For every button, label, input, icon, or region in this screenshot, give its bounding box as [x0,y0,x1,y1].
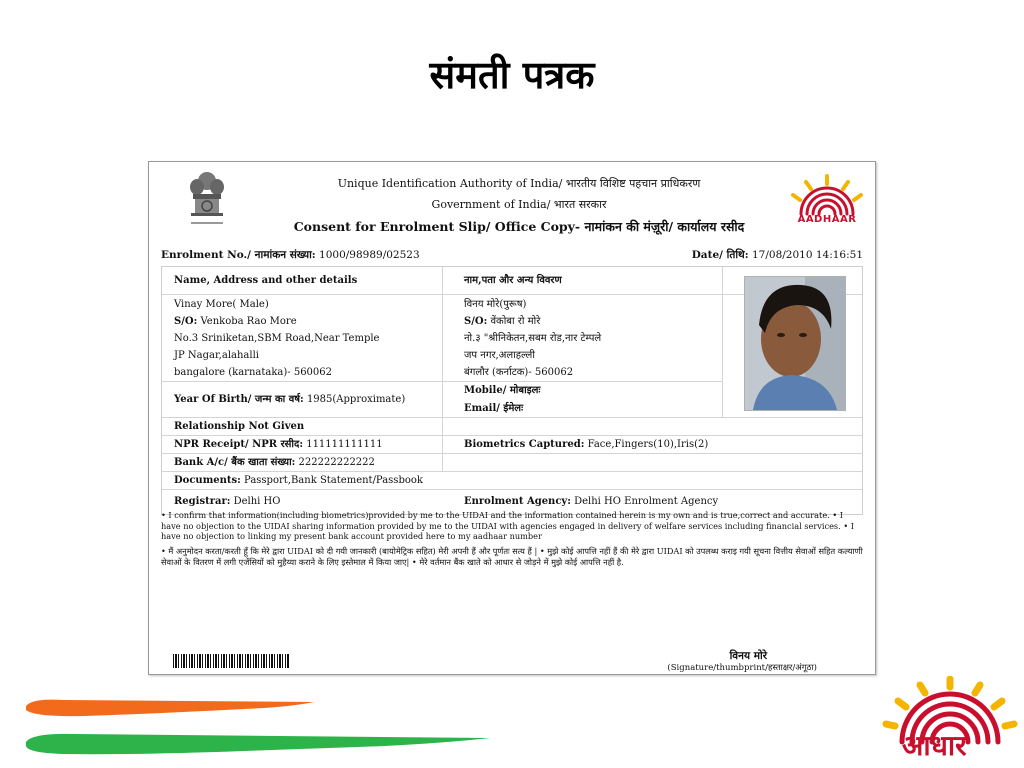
address-line2-hi: जप नगर,अलाहल्ली [464,350,535,361]
details-heading-en: Name, Address and other details [174,275,358,286]
biometrics-value: Face,Fingers(10),Iris(2) [587,439,709,450]
header-authority: Unique Identification Authority of India/ भारतीय विशिष्ट पहचान प्राधिकरण [337,177,701,190]
address-line1-hi: नो.३ "श्रीनिकेतन,सबम रोड,नार टेम्पले [464,333,602,344]
header-government: Government of India/ भारत सरकार [431,198,607,211]
so-value-en: Venkoba Rao More [200,316,297,327]
documents [174,472,423,489]
registrar [174,493,280,510]
date-label: Date/ तिथि: [691,249,749,261]
consent-text-hi: • मैं अनुमोदन करता/करती हूँ कि मेरे द्वारा UIDAI को दी गयी जानकारी (बायोमेट्रिक सहित) मेरी अपनी हैं और पूर्णतः सत्य हैं | • मुझे कोई आपत्ति नहीं हैं की मेरे द्वारा UIDAI को उपलब्ध कराइ गयी सूचना वित्तीय सेवाओं सहित कल्याणी सेवाओं के वितरण में लगी एजेंसियों को मुहैय्या कराने के लिए इस्तेमाल में किया जाए| • मेरे वर्तमान बैंक खाते को आधार से जोड़ने में मुझे कोई आपत्ति नहीं है. [161,546,863,567]
bank-label: Bank A/c/ बैंक खाता संख्या: [174,457,296,468]
address-line3-hi: बंगलौर (कर्नाटक)- 560062 [464,367,574,378]
documents-value: Passport,Bank Statement/Passbook [244,475,423,486]
aadhaar-logo-label: AADHAAR [797,214,857,225]
address-line3-en: bangalore (karnataka)- 560062 [174,367,333,378]
registrar-label: Registrar: [174,496,231,507]
green-stripe [24,730,494,760]
header-slip-title: Consent for Enrolment Slip/ Office Copy- नामांकन की मंज़ूरी/ कार्यालय रसीद [293,219,745,234]
signature-name: विनय मोरे [729,650,767,662]
so-label-en: S/O: [174,316,198,327]
yob-value: 1985(Approximate) [306,394,406,405]
applicant-photo [744,276,846,411]
registrar-value: Delhi HO [233,496,281,507]
enrolment-number-line [161,248,420,262]
date-line [692,248,863,262]
enrolment-number: 1000/98989/02523 [319,249,420,261]
biometrics-captured [464,436,708,453]
agency-value: Delhi HO Enrolment Agency [574,496,719,507]
enrolment-agency [464,493,718,510]
so-value-hi: वेंकोबा रो मोरे [490,316,541,327]
name-en: Vinay More( Male) [174,299,269,310]
details-heading-hi: नाम,पता और अन्य विवरण [464,275,562,286]
npr-value: 111111111111 [306,439,383,450]
name-hi: विनय मोरे(पुरूष) [464,299,527,310]
address-line2-en: JP Nagar,alahalli [174,350,259,361]
so-hi [464,313,540,330]
mobile-label: Mobile/ मोबाइलः [464,385,541,396]
email-label: Email/ ईमेलः [464,403,524,414]
address-line1-en: No.3 Sriniketan,SBM Road,Near Temple [174,333,380,344]
bank-value: 222222222222 [298,457,375,468]
consent-slip [148,161,876,675]
saffron-stripe [24,696,324,720]
so-en [174,313,297,330]
documents-label: Documents: [174,475,241,486]
enrolment-label: Enrolment No./ नामांकन संख्या: [161,249,316,261]
barcode [173,654,289,668]
signature-label: (Signature/thumbprint/हस्ताक्षर/अंगूठा) [667,663,817,673]
bank-account [174,454,375,471]
date-value: 17/08/2010 14:16:51 [751,249,863,261]
slide-title: संमती पत्रक [429,53,595,97]
yob-label: Year Of Birth/ जन्म का वर्ष: [174,394,304,405]
agency-label: Enrolment Agency: [464,496,571,507]
details-table [161,266,863,515]
npr-label: NPR Receipt/ NPR रसीद: [174,439,304,450]
aadhaar-logo-text: आधार [902,729,967,762]
so-label-hi: S/O: [464,316,488,327]
npr-receipt [174,436,383,453]
national-emblem-icon [179,168,235,230]
relationship: Relationship Not Given [174,421,305,432]
consent-text-en: • I confirm that information(including biometrics)provided by me to the UIDAI and the information contained herein is my own and is true,correct and accurate. • I have no objection to the UIDAI sharing information provided by me to the UIDAI with agencies engaged in delivery of welfare services including financial services. • I have no objection to linking my present bank account provided here to my aadhaar number [161,510,855,541]
biometrics-label: Biometrics Captured: [464,439,585,450]
year-of-birth [174,391,405,408]
